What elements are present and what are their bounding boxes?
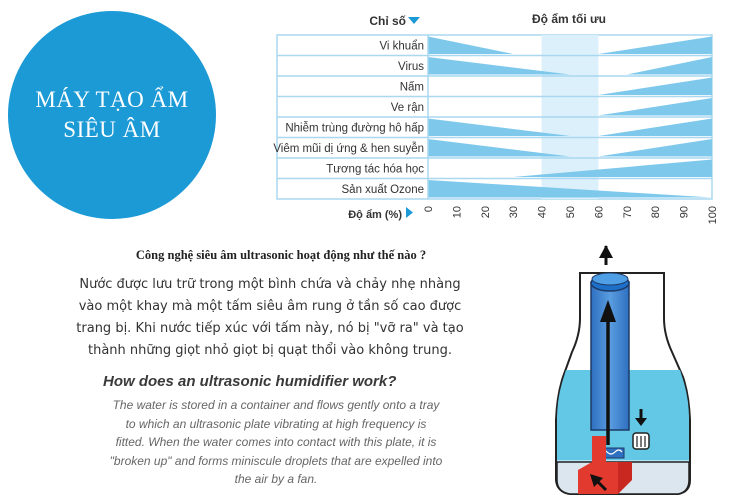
x-tick-label: 40 xyxy=(536,206,549,219)
description-en-line: The water is stored in a container and flows gently onto a tray xyxy=(112,398,440,412)
x-tick-label: 0 xyxy=(423,206,435,213)
x-tick-label: 70 xyxy=(621,206,634,219)
description-vn-line: trang bị. Khi nước tiếp xúc với tấm này, nó bị "vỡ ra" và tạo xyxy=(76,321,464,336)
row-label: Nhiễm trùng đường hô hấp xyxy=(285,122,424,135)
row-label: Ve rận xyxy=(390,102,424,114)
section-title-en: How does an ultrasonic humidifier work? xyxy=(103,373,397,390)
x-tick-label: 50 xyxy=(565,206,577,219)
tube-cap-top xyxy=(592,273,628,285)
x-tick-label: 60 xyxy=(593,206,606,219)
column-header: Độ ẩm tối ưu xyxy=(531,12,607,26)
row-label: Virus xyxy=(398,61,424,73)
description-en-line: "broken up" and forms miniscule droplets that are expelled into xyxy=(109,453,443,468)
row-label: Vi khuẩn xyxy=(379,40,424,53)
x-tick-label: 20 xyxy=(479,206,492,219)
description-en-line: fitted. When the water comes into contact with this plate, it is xyxy=(115,435,437,449)
description-en-line: to which an ultrasonic plate vibrating at high frequency is xyxy=(125,416,427,431)
x-tick-label: 80 xyxy=(650,206,663,219)
row-label: Nấm xyxy=(399,81,424,94)
title-line-1: MÁY TẠO ẨM xyxy=(35,87,189,112)
reservoir-tube xyxy=(591,282,629,430)
description-vn-line: Nước được lưu trữ trong một bình chứa và chảy nhẹ nhàng xyxy=(79,277,461,292)
description-en-line: the air by a fan. xyxy=(234,472,318,486)
mist-arrow-up-icon xyxy=(599,245,613,258)
x-tick-label: 100 xyxy=(707,206,719,225)
section-title-vn: Công nghệ siêu âm ultrasonic hoạt động như thế nào ? xyxy=(135,248,427,262)
row-label: Tương tác hóa học xyxy=(326,163,424,176)
description-vn-line: vào một khay mà một tấm siêu âm rung ở tần số cao được xyxy=(78,299,462,314)
x-tick-label: 10 xyxy=(451,206,464,219)
x-axis-label: Độ ẩm (%) xyxy=(348,209,402,221)
row-label: Sản xuất Ozone xyxy=(341,184,424,196)
title-line-2: SIÊU ÂM xyxy=(63,117,161,142)
row-header: Chỉ số xyxy=(369,14,406,28)
x-tick-label: 90 xyxy=(678,206,691,219)
x-tick-label: 30 xyxy=(508,206,521,219)
description-vn-line: thành những giọt nhỏ giọt bị quạt thổi vào không trung. xyxy=(87,343,453,358)
row-label: Viêm mũi dị ứng & hen suyễn xyxy=(273,143,424,155)
